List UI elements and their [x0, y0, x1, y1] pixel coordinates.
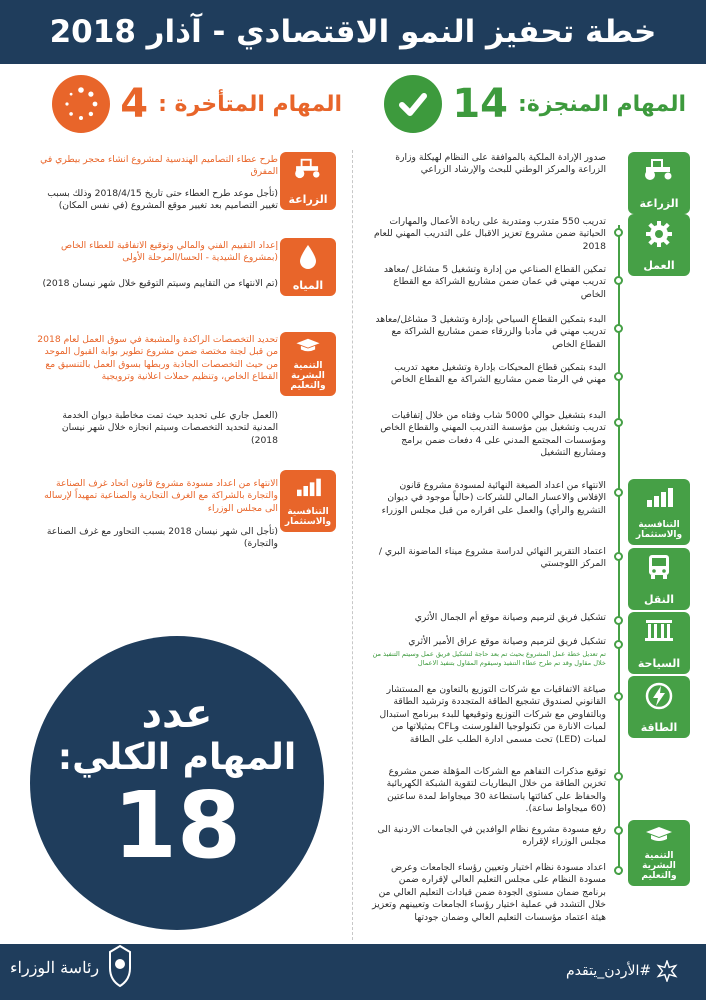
list-item: البدء بتشغيل حوالي 5000 شاب وفتاه من خلال إتفاقيات تدريب وتشغيل بين مؤسسة التدريب المهني والقطاع الخاص ومؤسسات المجتمع المدني على 4 دفعات ضمن برامج ومشاريع التشغيل	[380, 410, 606, 459]
category-tourism	[628, 612, 690, 674]
category-hr-education	[628, 820, 690, 886]
list-item: اعتماد التقرير النهائي لدراسة مشروع ميناء الماضونة البري / المركز اللوجستي	[378, 546, 606, 570]
category-labor	[628, 214, 690, 276]
late-task: الانتهاء من اعداد مسودة مشروع قانون اتحاد غرف الصناعة والتجارة بالشراكة مع الغرف التجارية والصناعية تمهيداً لإرساله الى مجلس الوزراء	[44, 478, 278, 514]
timeline-dot	[614, 488, 623, 497]
completed-heading	[380, 70, 686, 138]
footer-slogan	[566, 960, 678, 982]
late-heading	[36, 70, 342, 138]
list-item: الانتهاء من اعداد الصيغة النهائية لمسودة مشروع قانون الإفلاس والاعسار المالي للشركات (حالياً موجود في ديوان التشريع والرأي) والعمل على اقراره من قبل مجلس الوزراء	[381, 480, 606, 516]
slogan-text: #الأردن_يتقدم	[566, 963, 652, 979]
category-transport	[628, 548, 690, 610]
total-label-line1: عدد	[141, 691, 213, 737]
star-icon	[656, 960, 678, 982]
late-task: إعداد التقييم الفني والمالي وتوقيع الاتفاقية للعطاء الخاص (بمشروع الشيدية - الحسا/المرحلة الأولى	[61, 240, 278, 264]
check-icon	[384, 75, 442, 133]
timeline-dot	[614, 616, 623, 625]
bus-icon	[644, 553, 674, 581]
category-label: المياه	[292, 278, 324, 292]
late-count: 4	[120, 81, 149, 127]
tractor-icon	[292, 157, 324, 179]
list-item: اعداد مسودة نظام اختيار وتعيين رؤساء الجامعات وعرض مسودة النظام على مجلس التعليم العالي لإقراره ضمن برنامج ضمان مستوى الجودة ضمن قيادات التعليم العالي من خلال التشدد في عملية اختيار رؤساء الجامعات وتعيينهم وتعزيز هيئة اعتماد مؤسسات التعليم العالي وضمان جودتها	[372, 862, 606, 923]
category-label: التنافسية	[287, 507, 329, 518]
list-item: تشكيل فريق لترميم وصيانة موقع عراق الأمير الأثري	[408, 636, 606, 647]
completed-label: المهام المنجزة:	[518, 91, 686, 117]
category-label: العمل	[643, 258, 675, 272]
column-divider	[352, 150, 353, 940]
category-label: البشرية	[291, 371, 325, 382]
timeline-dot	[614, 866, 623, 875]
late-category-agriculture	[280, 152, 336, 210]
category-competitiveness	[628, 479, 690, 545]
category-label: الطاقة	[640, 720, 678, 734]
footer-logo	[10, 944, 135, 990]
category-label: الزراعة	[288, 192, 328, 206]
spinner-icon	[52, 75, 110, 133]
list-item: تدريب 550 متدرب ومتدربة على ريادة الأعمال والمهارات الحياتية ضمن مشروع تعزيز الاقبال على التدريب المهني للعام 2018	[373, 216, 606, 252]
category-label: والتعليم	[641, 871, 677, 882]
late-category-hr-education	[280, 332, 336, 396]
category-label: السياحة	[637, 656, 681, 670]
list-item: توقيع مذكرات التفاهم مع الشركات المؤهلة ضمن مشروع تخزين الطاقة من خلال البطاريات لتقوية الشبكة الكهربائية والحفاظ على كفائتها باستطاعة 30 ميجاواط لمدة ساعتين (60 ميجاواط ساعة).	[386, 766, 606, 815]
gear-icon	[644, 219, 674, 249]
timeline-dot	[614, 640, 623, 649]
late-category-water	[280, 238, 336, 296]
timeline-dot	[614, 692, 623, 701]
total-tasks-circle	[30, 636, 324, 930]
list-item: تشكيل فريق لترميم وصيانة موقع أم الجمال الأثري	[414, 612, 606, 623]
category-label: والتعليم	[290, 381, 326, 392]
list-item: رفع مسودة مشروع نظام الوافدين في الجامعات الاردنية الى مجلس الوزراء لإقراره	[377, 824, 606, 848]
late-task: تحديد التخصصات الراكدة والمشبعة في سوق العمل لعام 2018 من قبل لجنة مختصة ضمن مشروع تطوير بوابة القبول الموحد من حيث التخصصات الجاذبة وربطها بسوق العمل بالتنسيق مع القطاع الخاص، وتنظيم حملات اعلانية وترويجية	[37, 334, 278, 383]
category-label: التنافسية	[638, 520, 680, 531]
timeline-dot	[614, 826, 623, 835]
category-label: البشرية	[642, 861, 676, 872]
category-label: النقل	[643, 592, 675, 606]
late-category-competitiveness	[280, 470, 336, 532]
completed-list	[372, 150, 606, 940]
timeline-dot	[614, 324, 623, 333]
category-label: التنمية	[644, 851, 674, 862]
list-item: البدء بتمكين القطاع السياحي بإدارة وتشغيل 3 مشاغل/معاهد تدريب مهني في مأدبا والزرقاء ضمن مشاريع الشراكة مع القطاع الخاص	[375, 314, 606, 350]
timeline-dot	[614, 418, 623, 427]
water-drop-icon	[297, 243, 319, 271]
late-status: (تأجل موعد طرح العطاء حتى تاريخ 2018/4/15 وذلك بسبب تغيير التصاميم بعد تغيير موقع المشروع (في نفس المكان)	[47, 188, 278, 212]
lightning-icon	[644, 681, 674, 711]
tourism-note: تم تعديل خطة عمل المشروع بحيث تم بعد حاجة لتشكيل فريق عمل وسيتم التنفيذ من خلال مقاول وقد تم طرح عطاء التنفيذ وسيقوم المقاول بتنفيذ الاعمال	[372, 650, 606, 667]
timeline-dot	[614, 552, 623, 561]
total-label-line2: المهام الكلي:	[57, 737, 297, 778]
completed-count: 14	[452, 81, 509, 127]
late-status: (تم الانتهاء من التقاييم وسيتم التوقيع خلال شهر نيسان 2018)	[42, 278, 278, 289]
category-energy	[628, 676, 690, 738]
columns-icon	[643, 617, 675, 643]
late-label: المهام المتأخرة :	[158, 91, 342, 117]
crest-icon	[105, 944, 135, 990]
graduation-cap-icon	[295, 337, 321, 353]
chart-up-icon	[294, 475, 322, 497]
total-count: 18	[112, 772, 242, 880]
category-label: الزراعة	[639, 196, 679, 210]
list-item: صدور الإرادة الملكية بالموافقة على النظام لهيكلة وزارة الزراعة والمركز الوطني للبحث والإرشاد الزراعي	[395, 152, 606, 176]
footer-org-name: رئاسة الوزراء	[10, 957, 100, 977]
tractor-icon	[642, 157, 676, 181]
timeline-dot	[614, 372, 623, 381]
page-title: خطة تحفيز النمو الاقتصادي - آذار 2018	[0, 0, 706, 64]
graduation-cap-icon	[645, 825, 673, 843]
category-label: والاستثمار	[284, 517, 332, 528]
timeline-dot	[614, 772, 623, 781]
timeline-dot	[614, 228, 623, 237]
list-item: تمكين القطاع الصناعي من إدارة وتشغيل 5 مشاغل /معاهد تدريب مهني في عمان ضمن مشاريع الشراكة مع القطاع الخاص	[383, 264, 606, 300]
late-status: (العمل جاري على تحديد حيث تمت مخاطبة ديوان الخدمة المدنية لتحديد التخصصات وسيتم انجازه خلال شهر نيسان 2018)	[61, 410, 278, 446]
category-label: التنمية	[293, 361, 323, 372]
timeline-dot	[614, 276, 623, 285]
list-item: صياغة الاتفاقيات مع شركات التوزيع بالتعاون مع المستشار القانوني لصندوق تشجيع الطاقة المتجددة وترشيد الطاقة وبالتفاوض مع شركات التوزيع وتوقيعها للبدء ببرنامج استبدال لمبات الانارة من تكنولوجيا الفلورسنت وCFL بمثيلاتها من لمبات (LED) تحت مسمى ادارة الطلب على الطاقة	[379, 684, 606, 745]
category-label: والاستثمار	[635, 530, 683, 541]
late-task: طرح عطاء التصاميم الهندسية لمشروع انشاء محجر بيطري في المفرق	[40, 154, 278, 178]
late-status: (تأجل الى شهر نيسان 2018 بسبب التحاور مع غرف الصناعة والتجارة)	[46, 526, 278, 550]
list-item: البدء بتمكين قطاع المحيكات بإدارة وتشغيل معهد تدريب مهني في الرمثا ضمن مشاريع الشراكة مع القطاع الخاص	[390, 362, 606, 386]
chart-up-icon	[644, 484, 674, 508]
category-agriculture	[628, 152, 690, 214]
